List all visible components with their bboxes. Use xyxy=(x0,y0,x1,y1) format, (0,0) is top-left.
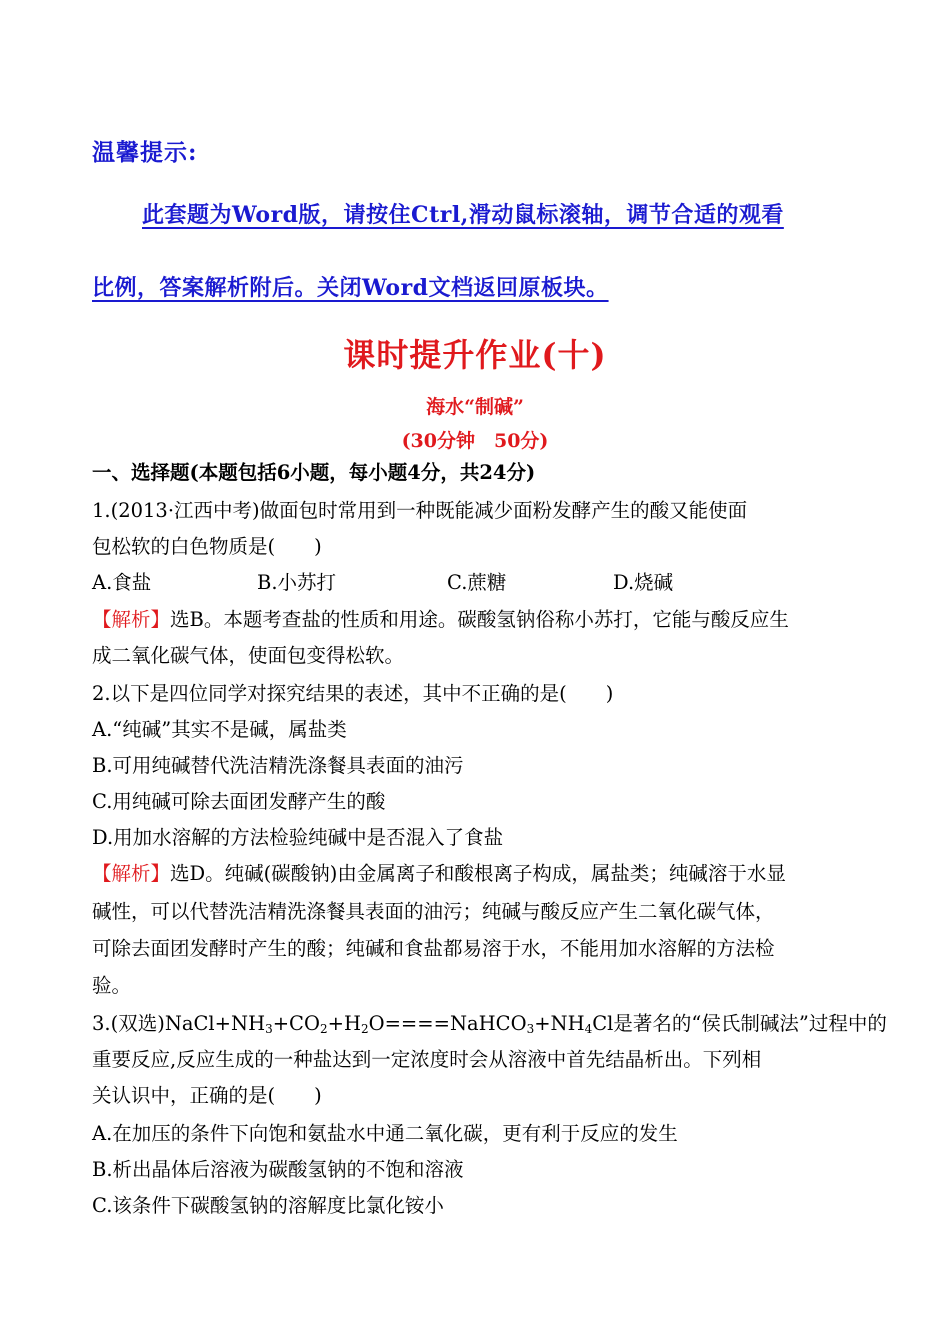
q3-option-b: B.析出晶体后溶液为碳酸氢钠的不饱和溶液 xyxy=(92,1158,464,1181)
section-heading: 一、选择题(本题包括6小题，每小题4分，共24分) xyxy=(92,461,536,484)
q2-analysis-line-2: 碱性，可以代替洗洁精洗涤餐具表面的油污；纯碱与酸反应产生二氧化碳气体， xyxy=(92,900,775,923)
q1-option-a: A.食盐 xyxy=(92,571,152,594)
q3-stem-line-1: 3.(双选)$NaCl+NH_3+CO_2+H_2O====NaHCO_3+NH_4Cl$是著名的“侯氏制碱法”过程中的 xyxy=(92,1012,887,1036)
page-subtitle: 海水“制碱” xyxy=(426,396,524,418)
q1-option-d: D.烧碱 xyxy=(613,571,674,594)
q3-stem-line-3: 关认识中，正确的是( ) xyxy=(92,1084,322,1107)
q1-option-c: C.蔗糖 xyxy=(447,571,507,594)
tip-line-1[interactable]: 此套题为Word版，请按住Ctrl,滑动鼠标滚轴，调节合适的观看 xyxy=(142,202,784,228)
analysis-tag: 【解析】 xyxy=(92,862,171,885)
tip-line-2[interactable]: 比例，答案解析附后。关闭Word文档返回原板块。 xyxy=(92,275,609,301)
q2-stem: 2.以下是四位同学对探究结果的表述，其中不正确的是( ) xyxy=(92,682,614,705)
q2-analysis-text: 选D。纯碱(碳酸钠)由金属离子和酸根离子构成，属盐类；纯碱溶于水显 xyxy=(170,862,786,885)
q1-analysis-text: 选B。本题考查盐的性质和用途。碳酸氢钠俗称小苏打，它能与酸反应生 xyxy=(170,608,789,631)
q2-analysis-line-4: 验。 xyxy=(92,974,132,997)
q2-option-c: C.用纯碱可除去面团发酵产生的酸 xyxy=(92,790,386,813)
tip-title: 温馨提示: xyxy=(92,139,198,166)
time-note: (30分钟 50分) xyxy=(401,430,549,452)
analysis-tag: 【解析】 xyxy=(92,608,171,631)
q3-option-c: C.该条件下碳酸氢钠的溶解度比氯化铵小 xyxy=(92,1194,444,1217)
q1-option-b: B.小苏打 xyxy=(257,571,337,594)
q2-option-b: B.可用纯碱替代洗洁精洗涤餐具表面的油污 xyxy=(92,754,464,777)
q2-analysis-line-3: 可除去面团发酵时产生的酸；纯碱和食盐都易溶于水，不能用加水溶解的方法检 xyxy=(92,937,775,960)
q1-analysis-line-2: 成二氧化碳气体，使面包变得松软。 xyxy=(92,644,405,667)
q2-option-d: D.用加水溶解的方法检验纯碱中是否混入了食盐 xyxy=(92,826,504,849)
q1-analysis-line-1 xyxy=(92,606,789,634)
q3-stem-line-2: 重要反应,反应生成的一种盐达到一定浓度时会从溶液中首先结晶析出。下列相 xyxy=(92,1048,762,1071)
page-title: 课时提升作业(十) xyxy=(343,336,607,374)
q1-stem-line-2: 包松软的白色物质是( ) xyxy=(92,535,322,558)
q3-option-a: A.在加压的条件下向饱和氨盐水中通二氧化碳，更有利于反应的发生 xyxy=(92,1122,678,1145)
q1-stem-line-1: 1.(2013·江西中考)做面包时常用到一种既能减少面粉发酵产生的酸又能使面 xyxy=(92,499,748,522)
q2-analysis-line-1 xyxy=(92,860,786,888)
q2-option-a: A.“纯碱”其实不是碱，属盐类 xyxy=(92,718,347,741)
